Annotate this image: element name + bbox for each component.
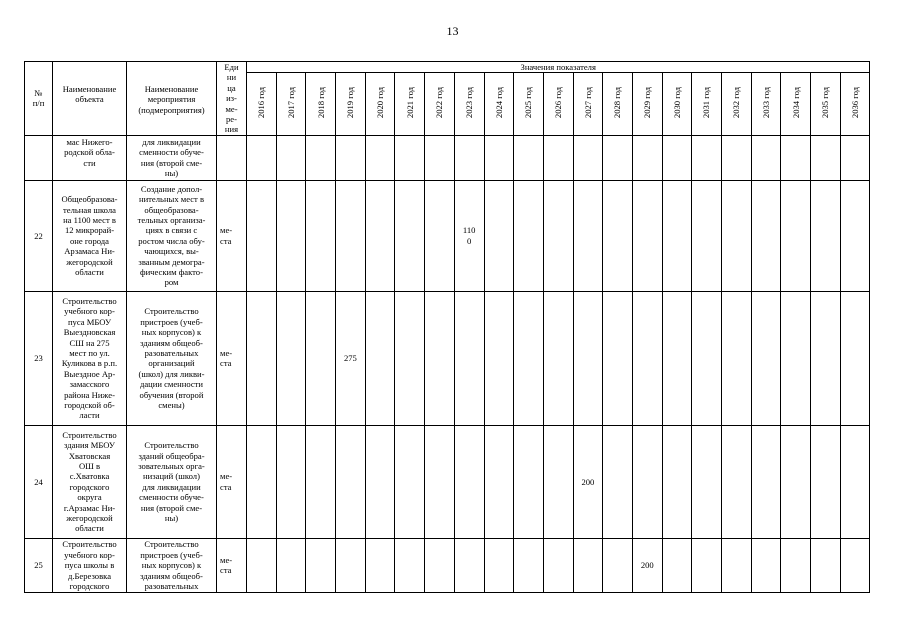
year-label: 2034 год xyxy=(790,87,801,119)
year-header xyxy=(425,73,455,135)
value-cell xyxy=(692,538,722,592)
year-header xyxy=(306,73,336,135)
year-header xyxy=(454,73,484,135)
value-cell xyxy=(781,180,811,291)
value-cell xyxy=(811,135,841,180)
value-cell xyxy=(603,538,633,592)
value-cell xyxy=(751,291,781,425)
value-cell xyxy=(781,538,811,592)
event-name: Строительство пристроев (учеб- ных корпусов) к зданиям общеоб- разовательных xyxy=(127,538,217,592)
year-label: 2035 год xyxy=(820,87,831,119)
value-cell xyxy=(573,180,603,291)
value-cell xyxy=(276,135,306,180)
value-cell xyxy=(692,425,722,538)
value-cell xyxy=(365,425,395,538)
value-cell xyxy=(276,291,306,425)
value-cell xyxy=(454,425,484,538)
value-cell xyxy=(632,180,662,291)
value-cell xyxy=(484,135,514,180)
value-cell xyxy=(692,135,722,180)
value-cell xyxy=(425,538,455,592)
value-cell xyxy=(306,291,336,425)
value-cell xyxy=(811,180,841,291)
year-label: 2022 год xyxy=(434,87,445,119)
value-cell xyxy=(692,291,722,425)
value-cell xyxy=(306,425,336,538)
value-cell xyxy=(781,425,811,538)
row-number xyxy=(25,135,53,180)
value-cell xyxy=(425,291,455,425)
value-cell xyxy=(840,135,870,180)
value-cell xyxy=(543,291,573,425)
value-cell xyxy=(276,538,306,592)
year-header xyxy=(514,73,544,135)
value-cell xyxy=(454,291,484,425)
event-name: Создание допол- нительных мест в общеобразова- тельных организа- циях в связи с ростом числа обу- чающихся, вы- званным демогра- фическим факто- ром xyxy=(127,180,217,291)
value-cell xyxy=(454,135,484,180)
year-label: 2021 год xyxy=(404,87,415,119)
unit-cell: ме- ста xyxy=(217,291,247,425)
year-label: 2026 год xyxy=(553,87,564,119)
value-cell xyxy=(811,425,841,538)
year-label: 2027 год xyxy=(582,87,593,119)
value-cell: 200 xyxy=(573,425,603,538)
year-label: 2025 год xyxy=(523,87,534,119)
header-row xyxy=(25,62,870,73)
value-cell xyxy=(603,291,633,425)
table-row xyxy=(25,425,870,538)
value-cell xyxy=(336,425,366,538)
value-cell xyxy=(514,180,544,291)
value-cell xyxy=(781,291,811,425)
unit-cell: ме- ста xyxy=(217,180,247,291)
object-name: Строительство учебного кор- пуса школы в д.Березовка городского xyxy=(53,538,127,592)
value-cell xyxy=(306,135,336,180)
value-cell xyxy=(722,291,752,425)
value-cell xyxy=(840,538,870,592)
object-name: Общеобразова- тельная школа на 1100 мест в 12 микрорай- оне города Арзамаса Ни- жегородской области xyxy=(53,180,127,291)
year-label: 2036 год xyxy=(849,87,860,119)
value-cell xyxy=(811,291,841,425)
year-header xyxy=(692,73,722,135)
row-number: 23 xyxy=(25,291,53,425)
value-cell xyxy=(365,180,395,291)
value-cell xyxy=(484,180,514,291)
year-header xyxy=(662,73,692,135)
value-cell: 110 0 xyxy=(454,180,484,291)
value-cell xyxy=(365,538,395,592)
value-cell xyxy=(365,291,395,425)
table-row xyxy=(25,180,870,291)
values-header: Значения показателя xyxy=(247,62,870,73)
year-header xyxy=(632,73,662,135)
value-cell xyxy=(395,291,425,425)
value-cell xyxy=(454,538,484,592)
year-header xyxy=(336,73,366,135)
value-cell xyxy=(811,538,841,592)
year-header xyxy=(247,73,277,135)
row-number: 25 xyxy=(25,538,53,592)
object-name: мас Нижего- родской обла- сти xyxy=(53,135,127,180)
value-cell xyxy=(662,538,692,592)
value-cell xyxy=(751,425,781,538)
value-cell xyxy=(425,180,455,291)
unit-cell: ме- ста xyxy=(217,538,247,592)
value-cell xyxy=(722,425,752,538)
value-cell xyxy=(573,135,603,180)
value-cell xyxy=(336,135,366,180)
year-header xyxy=(543,73,573,135)
value-cell xyxy=(662,135,692,180)
object-name: Строительство здания МБОУ Хватовская ОШ в с.Хватовка городского округа г.Арзамас Ни- жегородской области xyxy=(53,425,127,538)
year-label: 2032 год xyxy=(731,87,742,119)
value-cell xyxy=(751,180,781,291)
value-cell xyxy=(632,425,662,538)
unit-cell: ме- ста xyxy=(217,425,247,538)
value-cell xyxy=(573,291,603,425)
table-row xyxy=(25,135,870,180)
value-cell xyxy=(722,135,752,180)
year-header xyxy=(484,73,514,135)
year-label: 2016 год xyxy=(256,87,267,119)
year-header xyxy=(811,73,841,135)
year-label: 2017 год xyxy=(285,87,296,119)
header-unit: Еди ни ца из- ме- ре- ния xyxy=(217,62,247,136)
year-label: 2028 год xyxy=(612,87,623,119)
value-cell xyxy=(484,291,514,425)
row-number: 22 xyxy=(25,180,53,291)
value-cell xyxy=(395,135,425,180)
year-label: 2033 год xyxy=(760,87,771,119)
value-cell xyxy=(662,180,692,291)
value-cell xyxy=(543,538,573,592)
value-cell xyxy=(276,425,306,538)
year-label: 2020 год xyxy=(374,87,385,119)
value-cell xyxy=(514,425,544,538)
value-cell xyxy=(425,425,455,538)
value-cell xyxy=(840,180,870,291)
year-header xyxy=(276,73,306,135)
value-cell xyxy=(603,425,633,538)
value-cell xyxy=(662,425,692,538)
year-label: 2024 год xyxy=(493,87,504,119)
event-name: для ликвидации сменности обуче- ния (второй сме- ны) xyxy=(127,135,217,180)
value-cell xyxy=(514,538,544,592)
header-event: Наименование мероприятия (подмероприятия) xyxy=(127,62,217,136)
year-header xyxy=(365,73,395,135)
year-header xyxy=(751,73,781,135)
year-label: 2031 год xyxy=(701,87,712,119)
table-row xyxy=(25,291,870,425)
value-cell xyxy=(632,135,662,180)
value-cell xyxy=(395,425,425,538)
value-cell xyxy=(395,538,425,592)
value-cell xyxy=(336,180,366,291)
value-cell xyxy=(336,538,366,592)
value-cell xyxy=(247,135,277,180)
value-cell xyxy=(514,135,544,180)
table-row xyxy=(25,538,870,592)
value-cell: 275 xyxy=(336,291,366,425)
value-cell xyxy=(247,538,277,592)
year-header xyxy=(395,73,425,135)
year-header xyxy=(840,73,870,135)
value-cell xyxy=(484,425,514,538)
value-cell xyxy=(365,135,395,180)
unit-cell xyxy=(217,135,247,180)
header-object: Наименование объекта xyxy=(53,62,127,136)
value-cell xyxy=(722,538,752,592)
value-cell xyxy=(514,291,544,425)
value-cell: 200 xyxy=(632,538,662,592)
value-cell xyxy=(543,135,573,180)
value-cell xyxy=(306,538,336,592)
year-label: 2018 год xyxy=(315,87,326,119)
year-header xyxy=(573,73,603,135)
value-cell xyxy=(543,180,573,291)
indicator-table xyxy=(24,61,870,593)
value-cell xyxy=(306,180,336,291)
value-cell xyxy=(662,291,692,425)
value-cell xyxy=(247,425,277,538)
event-name: Строительство пристроев (учеб- ных корпусов) к зданиям общеоб- разовательных организаций (школ) для ликви- дации сменности обучения (второй смены) xyxy=(127,291,217,425)
value-cell xyxy=(573,538,603,592)
value-cell xyxy=(781,135,811,180)
value-cell xyxy=(484,538,514,592)
value-cell xyxy=(247,180,277,291)
header-num: № п/п xyxy=(25,62,53,136)
value-cell xyxy=(722,180,752,291)
page-number: 13 xyxy=(446,24,459,38)
year-label: 2030 год xyxy=(671,87,682,119)
year-header xyxy=(781,73,811,135)
value-cell xyxy=(840,425,870,538)
value-cell xyxy=(603,135,633,180)
row-number: 24 xyxy=(25,425,53,538)
year-header xyxy=(722,73,752,135)
year-header xyxy=(603,73,633,135)
value-cell xyxy=(632,291,662,425)
year-label: 2029 год xyxy=(642,87,653,119)
year-label: 2019 год xyxy=(345,87,356,119)
event-name: Строительство зданий общеобра- зовательных орга- низаций (школ) для ликвидации сменности обуче- ния (второй сме- ны) xyxy=(127,425,217,538)
value-cell xyxy=(751,135,781,180)
value-cell xyxy=(751,538,781,592)
value-cell xyxy=(692,180,722,291)
value-cell xyxy=(543,425,573,538)
value-cell xyxy=(840,291,870,425)
year-label: 2023 год xyxy=(463,87,474,119)
value-cell xyxy=(425,135,455,180)
object-name: Строительство учебного кор- пуса МБОУ Выездновская СШ на 275 мест по ул. Куликова в р.п. Выездное Ар- замасского района Ниже- городской об- ласти xyxy=(53,291,127,425)
value-cell xyxy=(247,291,277,425)
value-cell xyxy=(395,180,425,291)
value-cell xyxy=(603,180,633,291)
value-cell xyxy=(276,180,306,291)
